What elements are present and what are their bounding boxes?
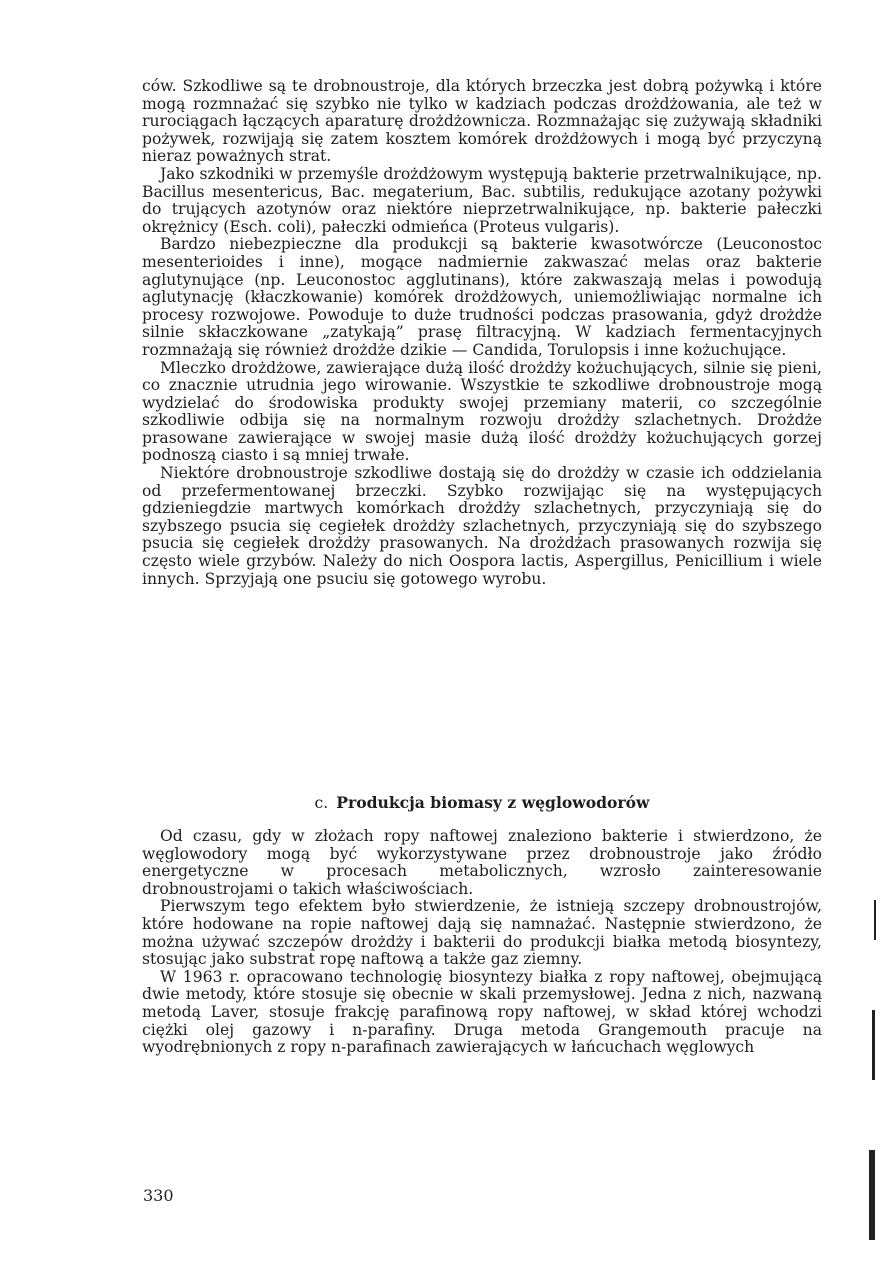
section-title: Produkcja biomasy z węglowodorów [336,793,650,812]
body-text-top [142,78,822,588]
paragraph: ców. Szkodliwe są te drobnoustroje, dla których brzeczka jest dobrą pożywką i które mogą rozmnażać się szybko nie tylko w kadziach podczas drożdżowania, ale też w rurociągach łączących aparaturę drożdżownicza. Rozmnażając się zużywają składniki pożywek, rozwijają się zatem kosztem komórek drożdżowych i mogą być przyczyną nieraz poważnych strat. [142,77,822,166]
body-text-bottom [142,828,822,1057]
scan-edge-mark [872,1010,875,1080]
scan-edge-mark [869,1150,875,1240]
paragraph: Mleczko drożdżowe, zawierające dużą ilość drożdży kożuchujących, silnie się pieni, co znacznie utrudnia jego wirowanie. Wszystkie te szkodliwe drobnoustroje mogą wydzielać do środowiska produkty swojej przemiany materii, co szczególnie szkodliwie odbija się na normalnym rozwoju drożdży szlachetnych. Drożdże prasowane zawierające w swojej masie dużą ilość drożdży kożuchujących gorzej podnoszą ciasto i są mniej trwałe. [142,358,822,465]
paragraph: Pierwszym tego efektem było stwierdzenie, że istnieją szczepy drobnoustrojów, które hodowane na ropie naftowej dają się namnażać. Następnie stwierdzono, że można używać szczepów drożdży i bakterii do produkcji białka metodą biosyntezy, stosując jako substrat ropę naftową a także gaz ziemny. [142,897,822,969]
paragraph: W 1963 r. opracowano technologię biosyntezy białka z ropy naftowej, obejmującą dwie metody, które stosuje się obecnie w skali przemysłowej. Jedna z nich, nazwaną metodą Laver, stosuje frakcję parafinową ropy naftowej, w skład której wchodzi ciężki olej gazowy i n-parafiny. Druga metoda Grangemouth pracuje na wyodrębnionych z ropy n-parafinach zawierających w łańcuchach węglowych [142,967,822,1057]
section-letter: c. [314,794,329,812]
scan-edge-mark [874,900,876,940]
paragraph: Jako szkodniki w przemyśle drożdżowym występują bakterie przetrwalnikujące, np. Bacillus mesentericus, Bac. megaterium, Bac. subtilis, redukujące azotany pożywki do trujących azotynów oraz niektóre nieprzetrwalnikujące, np. bakterie pałeczki okrężnicy (Esch. coli), pałeczki odmieńca (Proteus vulgaris). [142,164,822,236]
paragraph: Niektóre drobnoustroje szkodliwe dostają się do drożdży w czasie ich oddzielania od przefermentowanej brzeczki. Szybko rozwijając się na występujących gdzieniegdzie martwych komórkach drożdży szlachetnych, przyczyniają się do szybszego psucia się cegiełek drożdży szlachetnych, przyczyniają się do szybszego psucia się cegiełek drożdży prasowanych. Na drożdżach prasowanych rozwija się często wiele grzybów. Należy do nich Oospora lactis, Aspergillus, Penicillium i wiele innych. Sprzyjają one psuciu się gotowego wyrobu. [142,464,822,588]
section-heading [142,793,822,812]
page-number: 330 [143,1186,174,1205]
paragraph: Od czasu, gdy w złożach ropy naftowej znaleziono bakterie i stwierdzono, że węglowodory mogą być wykorzystywane przez drobnoustroje jako źródło energetyczne w procesach metabolicznych, wzrosło zainteresowanie drobnoustrojami o takich właściwościach. [142,827,822,898]
paragraph: Bardzo niebezpieczne dla produkcji są bakterie kwasotwórcze (Leuconostoc mesenterioides i inne), mogące nadmiernie zakwaszać melas oraz bakterie aglutynujące (np. Leuconostoc agglutinans), które zakwaszają melas i powodują aglutynację (kłaczkowanie) komórek drożdżowych, uniemożliwiając normalne ich procesy rozwojowe. Powoduje to duże trudności podczas prasowania, gdyż drożdże silnie skłaczkowane „zatykają” prasę filtracyjną. W kadziach fermentacyjnych rozmnażają się również drożdże dzikie — Candida, Torulopsis i inne kożuchujące. [142,235,822,359]
